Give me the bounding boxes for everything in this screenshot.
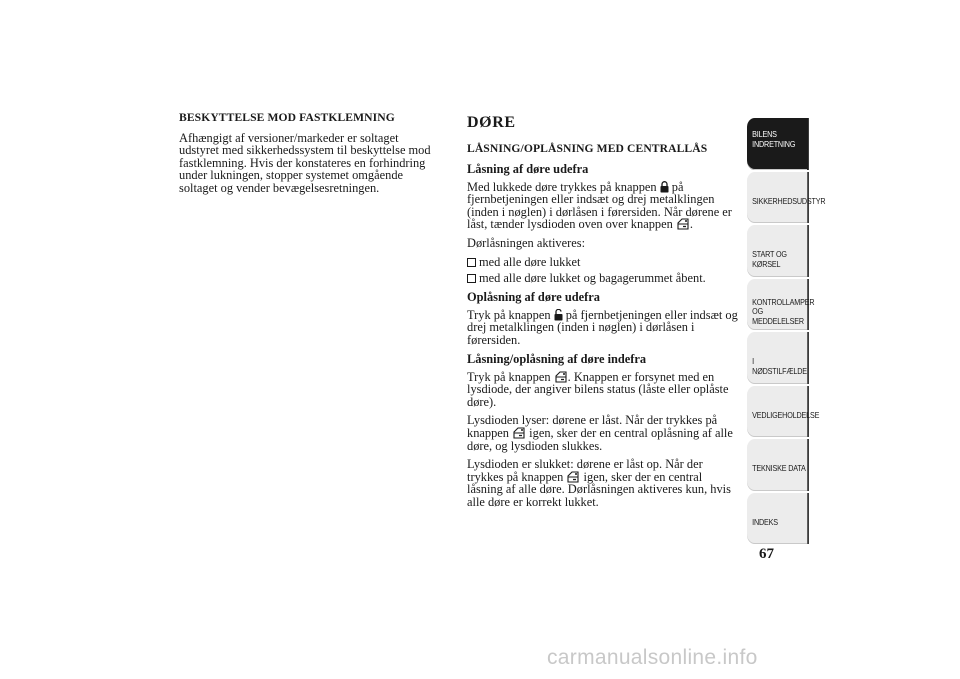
tab-vedligeholdelse[interactable]: VEDLIGEHOLDELSE <box>747 386 809 438</box>
section-heading: BESKYTTELSE MOD FASTKLEMNING <box>179 111 395 124</box>
checkbox-bullet-icon <box>467 274 476 283</box>
door-lock-button-icon <box>566 471 580 483</box>
subsection-heading: Låsning af døre udefra <box>467 161 589 176</box>
lock-open-icon <box>554 309 563 321</box>
door-lock-button-icon <box>512 427 526 439</box>
page-title: DØRE <box>467 114 516 131</box>
watermark: carmanualsonline.info <box>547 646 758 669</box>
subsection-heading: Oplåsning af døre udefra <box>467 289 600 304</box>
paragraph: Dørlåsningen aktiveres: <box>467 235 586 250</box>
paragraph: Med lukkede døre trykkes på knappen på fjernbetjeningen eller indsæt og drej metalklingen (inden i nøglen) i dørlåsen i førersiden. Når dørene er låst, tænder lysdioden oven over knappen . <box>467 179 732 232</box>
list-item: med alle døre lukket <box>467 256 739 269</box>
chapter-tabs <box>747 118 826 546</box>
section-heading: LÅSNING/OPLÅSNING MED CENTRALLÅS <box>467 142 708 155</box>
right-column <box>467 112 739 514</box>
door-lock-button-icon <box>554 371 568 383</box>
tab-start-og-korsel[interactable]: START OG KØRSEL <box>747 225 809 277</box>
tab-tekniske-data[interactable]: TEKNISKE DATA <box>747 439 809 491</box>
tab-kontrollamper[interactable]: KONTROLLAMPER OG MEDDELELSER <box>747 279 809 331</box>
checkbox-bullet-icon <box>467 258 476 267</box>
tab-i-nodstilfaelde[interactable]: I NØDSTILFÆLDE <box>747 332 809 384</box>
paragraph: Afhængigt af versioner/markeder er soltaget udstyret med sikkerhedssystem til beskyttelse mod fastklemning. Hvis der konstateres en forhindring under lukningen, stopper systemet omgående soltaget og vender bevægelsesretningen. <box>179 130 431 195</box>
left-column <box>179 112 441 201</box>
paragraph: Lysdioden lyser: dørene er låst. Når der trykkes på knappen igen, sker der en central oplåsning af alle døre, og lysdioden slukkes. <box>467 413 733 453</box>
door-lock-button-icon <box>676 218 690 230</box>
list-item: med alle døre lukket og bagagerummet åbent. <box>467 272 739 285</box>
tab-bilens-indretning[interactable]: BILENS INDRETNING <box>747 118 809 170</box>
tab-sikkerhedsudstyr[interactable]: SIKKERHEDSUDSTYR <box>747 172 809 224</box>
paragraph: Tryk på knappen på fjernbetjeningen eller indsæt og drej metalklingen (inden i nøglen) i dørlåsen i førersiden. <box>467 307 738 347</box>
paragraph: Tryk på knappen . Knappen er forsynet med en lysdiode, der angiver bilens status (låste eller oplåste døre). <box>467 369 729 409</box>
subsection-heading: Låsning/oplåsning af døre indefra <box>467 351 647 366</box>
tab-indeks[interactable]: INDEKS <box>747 493 809 545</box>
lock-closed-icon <box>660 181 669 193</box>
paragraph: Lysdioden er slukket: dørene er låst op. Når der trykkes på knappen igen, sker der en central låsning af alle døre. Dørlåsningen aktiveres kun, hvis alle døre er korrekt lukket. <box>467 457 731 509</box>
page-number: 67 <box>759 546 774 562</box>
